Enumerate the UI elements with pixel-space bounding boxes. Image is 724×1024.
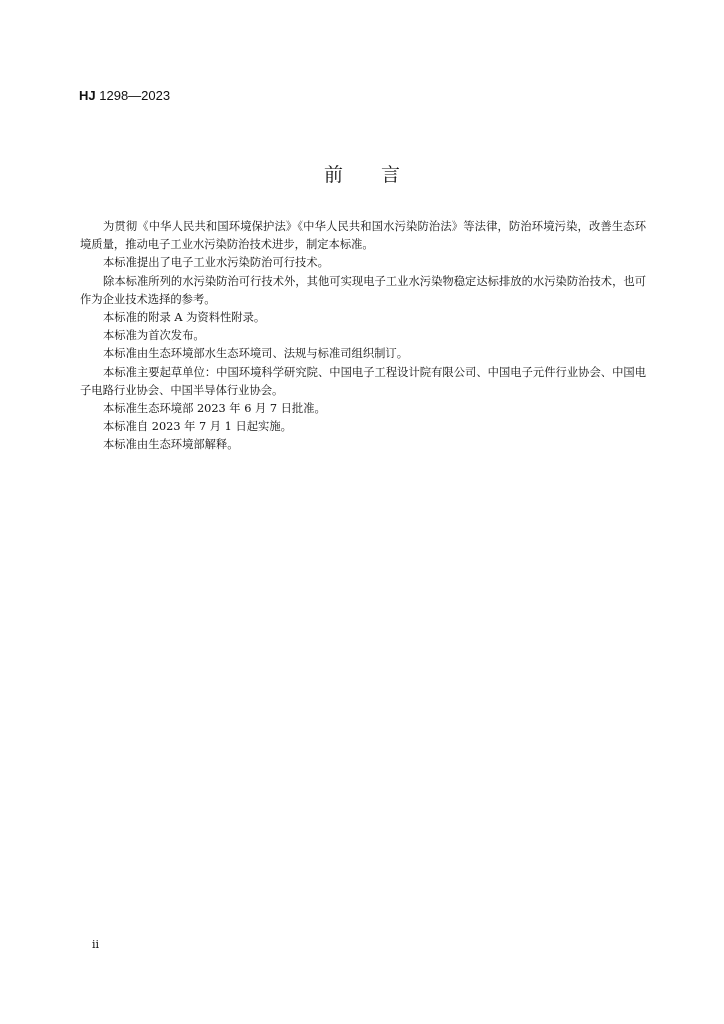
paragraph-purpose: 为贯彻《中华人民共和国环境保护法》《中华人民共和国水污染防治法》等法律，防治环境污染，改善生态环境质量，推动电子工业水污染防治技术进步，制定本标准。 [80,220,646,252]
section-title: 前言 [323,164,438,186]
paragraph-other-techniques: 除本标准所列的水污染防治可行技术外，其他可实现电子工业水污染物稳定达标排放的水污染防治技术，也可作为企业技术选择的参考。 [80,274,646,306]
paragraph-organizer: 本标准由生态环境部水生态环境司、法规与标准司组织制订。 [103,347,409,361]
paragraph-approval-date: 本标准生态环境部 2023 年 6 月 7 日批准。 [103,402,326,416]
document-header [79,88,170,103]
standard-number: 1298—2023 [99,88,171,103]
paragraph-scope: 本标准提出了电子工业水污染防治可行技术。 [103,256,329,270]
paragraph-appendix: 本标准的附录 A 为资料性附录。 [103,311,266,325]
page-number: ii [92,938,100,951]
paragraph-drafting-units: 本标准主要起草单位：中国环境科学研究院、中国电子工程设计院有限公司、中国电子元件行业协会、中国电子电路行业协会、中国半导体行业协会。 [80,365,646,397]
standard-code: HJ [79,88,96,103]
paragraph-effective-date: 本标准自 2023 年 7 月 1 日起实施。 [103,420,292,434]
paragraph-interpretation: 本标准由生态环境部解释。 [103,438,239,452]
paragraph-first-release: 本标准为首次发布。 [103,329,205,343]
foreword-body [80,218,646,455]
